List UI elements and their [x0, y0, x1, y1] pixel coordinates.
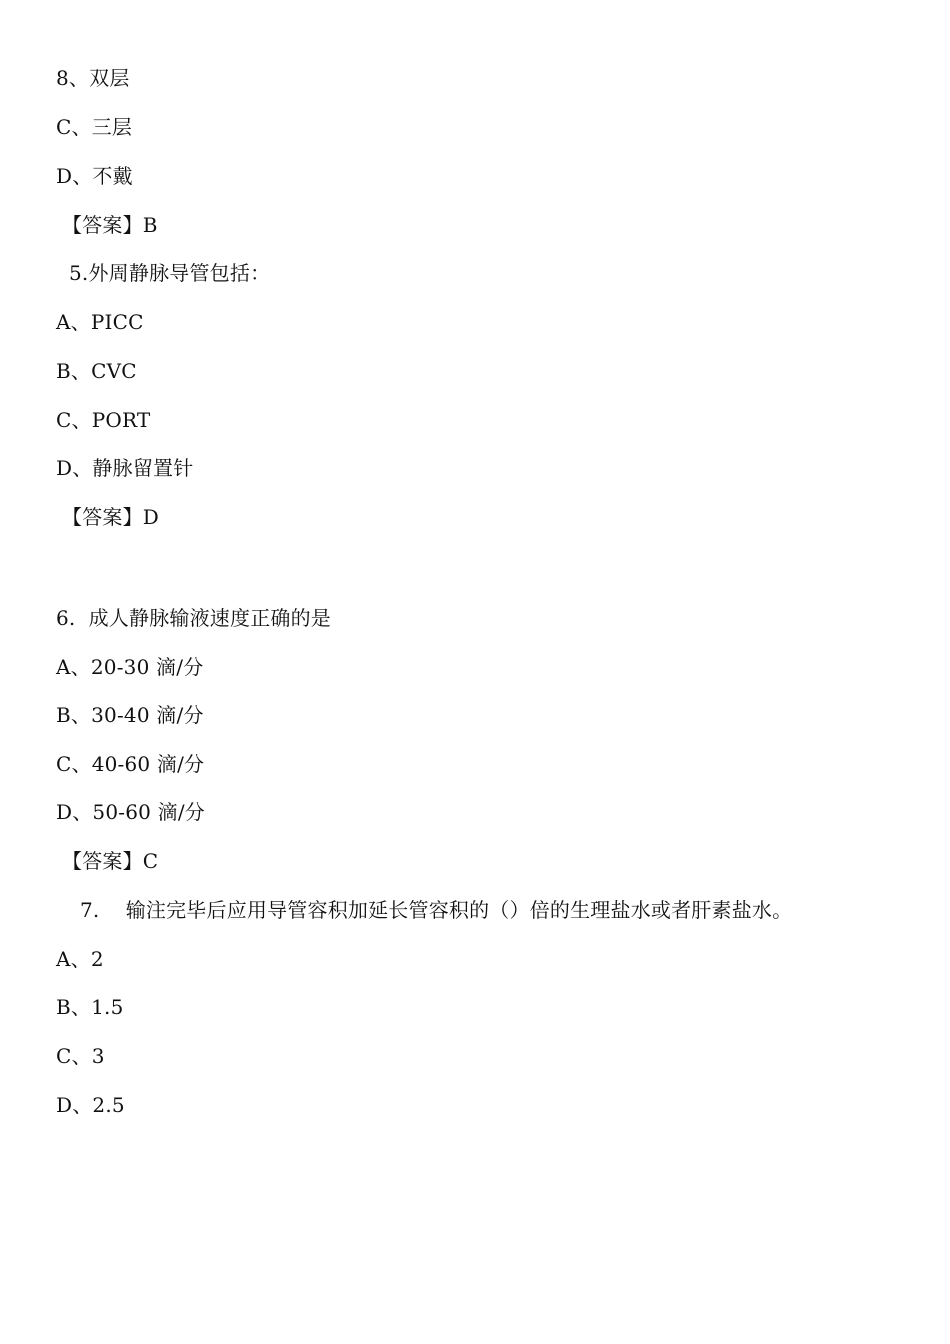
option-line-q7-c: C、3	[56, 1044, 105, 1068]
option-line-q7-a: A、2	[56, 947, 104, 971]
option-line-q5-a: A、PICC	[56, 310, 144, 334]
option-line-q4-d: D、不戴	[56, 164, 133, 188]
answer-line-q6: 【答案】C	[62, 849, 159, 873]
option-line-q7-d: D、2.5	[56, 1093, 125, 1117]
option-line-q6-c: C、40-60 滴/分	[56, 752, 205, 776]
question-line-5: 5.外周静脉导管包括：	[69, 261, 271, 285]
answer-line-q5: 【答案】D	[62, 505, 160, 529]
question-line-6: 6. 成人静脉输液速度正确的是	[56, 606, 331, 630]
option-line-q4-b: 8、双层	[56, 66, 130, 90]
option-line-q6-d: D、50-60 滴/分	[56, 800, 205, 824]
answer-line-q4: 【答案】B	[62, 213, 158, 237]
option-line-q6-a: A、20-30 滴/分	[56, 655, 204, 679]
option-line-q6-b: B、30-40 滴/分	[56, 703, 204, 727]
option-line-q7-b: B、1.5	[56, 995, 124, 1019]
option-line-q5-b: B、CVC	[56, 359, 137, 383]
option-line-q5-c: C、PORT	[56, 408, 151, 432]
option-line-q4-c: C、三层	[56, 115, 133, 139]
question-line-7: 7. 输注完毕后应用导管容积加延长管容积的（）倍的生理盐水或者肝素盐水。	[80, 898, 793, 922]
option-line-q5-d: D、静脉留置针	[56, 456, 194, 480]
